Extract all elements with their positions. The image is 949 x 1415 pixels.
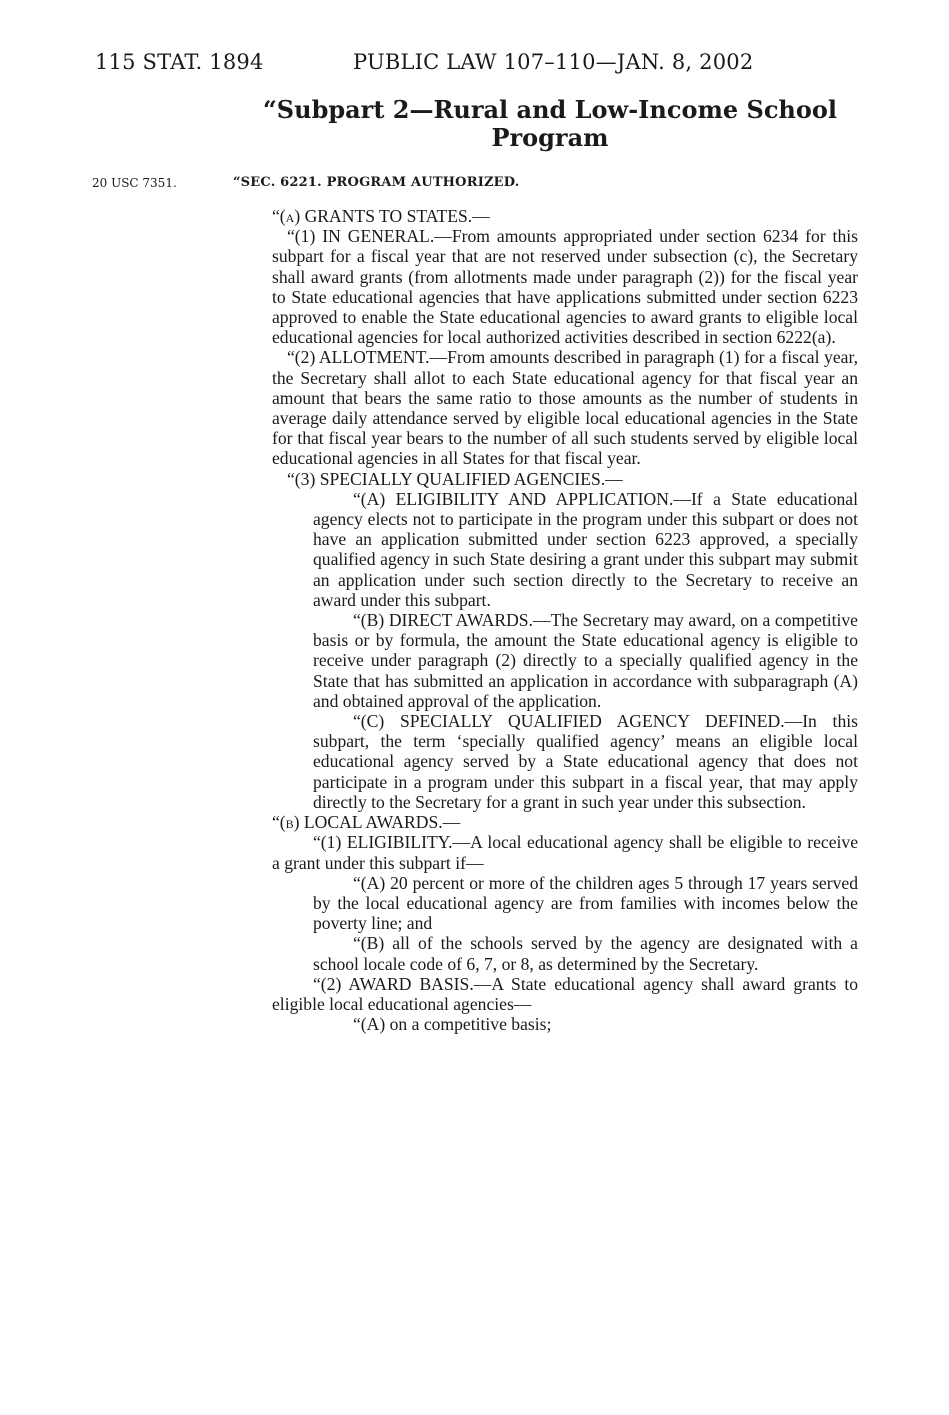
subsection-b-heading [272,812,858,832]
subpart-title [240,96,860,152]
paragraph-b1-head: “(1) ELIGIBILITY.— [313,832,471,853]
paragraph-b1 [272,832,858,872]
subparagraph-a3C-text: In this subpart, the term ‘specially qualified agency’ means an eligible local educational agency served by a State educational agency that does not participate in a program under this subpart in a fiscal year, that may apply directly to the Secretary for a grant in such year under this subsection. [313,711,858,812]
section-heading: “SEC. 6221. PROGRAM AUTHORIZED. [233,175,520,190]
paragraph-a2 [272,347,858,468]
subpart-title-line2: Program [491,123,609,152]
paragraph-a3-head: “(3) SPECIALLY QUALIFIED AGENCIES.— [287,468,623,489]
subparagraph-b2A-text: “(A) on a competitive basis; [353,1014,552,1035]
paragraph-b2 [272,974,858,1014]
paragraph-a3-heading [272,469,858,489]
paragraph-a2-text: From amounts described in paragraph (1) for a fiscal year, the Secretary shall allot to each State educational agency for that fiscal year an amount that bears the same ratio to those amounts as the number of students in average daily attendance served by eligible local educational agencies in the State for that fiscal year bears to the number of all such students served by eligible local educational agencies in all States for that fiscal year. [272,347,858,469]
statute-body [272,200,858,1034]
subparagraph-a3C-head: “(C) SPECIALLY QUALIFIED AGENCY DEFINED.— [353,711,803,732]
running-header-stat: 115 STAT. 1894 [95,50,264,74]
paragraph-b2-text: A State educational agency shall award grants to eligible local educational agencies— [272,973,859,1014]
subparagraph-a3A-head: “(A) ELIGIBILITY AND APPLICATION.— [353,488,691,509]
paragraph-a1-head: “(1) IN GENERAL.— [287,226,452,247]
subparagraph-a3C [272,711,858,812]
subsection-b-head: “(b) LOCAL AWARDS.— [272,812,461,833]
subparagraph-a3B-head: “(B) DIRECT AWARDS.— [353,610,551,631]
paragraph-a1-text: From amounts appropriated under section 6234 for this subpart for a fiscal year that are not reserved under subsection (c), the Secretary shall award grants (from allotments made under paragraph (2)) for the fiscal year to State educational agencies that have applications submitted under section 6223 approved to enable the State educational agencies to award grants to eligible local educational agencies for local authorized activities described in section 6222(a). [272,226,858,348]
paragraph-b2-head: “(2) AWARD BASIS.— [313,973,492,994]
subparagraph-a3B [272,610,858,711]
paragraph-a1 [272,226,858,347]
running-header-law: PUBLIC LAW 107–110—JAN. 8, 2002 [353,50,754,74]
subparagraph-b2A [272,1014,858,1034]
subsection-a-heading [272,206,858,226]
paragraph-a2-head: “(2) ALLOTMENT.— [287,347,448,368]
subparagraph-a3A [272,489,858,610]
subparagraph-b1A [272,873,858,934]
margin-note-usc: 20 USC 7351. [92,176,177,190]
subparagraph-b1B-text: “(B) all of the schools served by the agency are designated with a school locale code of 6, 7, or 8, as determined by the Secretary. [313,933,858,974]
subparagraph-b1B [272,933,858,973]
subparagraph-b1A-text: “(A) 20 percent or more of the children ages 5 through 17 years served by the local educational agency are from families with incomes below the poverty line; and [313,872,858,934]
subparagraph-a3A-text: If a State educational agency elects not to participate in the program under this subpart or does not have an application submitted under section 6223 approved, a specially qualified agency in such State desiring a grant under this subpart may submit an application under such section directly to the Secretary to receive an award under this subpart. [313,488,858,610]
subsection-a-head: “(a) GRANTS TO STATES.— [272,206,490,226]
paragraph-b1-text: A local educational agency shall be eligible to receive a grant under this subpart if— [272,832,858,873]
subpart-title-line1: “Subpart 2—Rural and Low-Income School [262,95,838,124]
subparagraph-a3B-text: The Secretary may award, on a competitive basis or by formula, the amount the State educational agency is eligible to receive under paragraph (2) directly to a specially qualified agency in the State that has submitted an application in accordance with subparagraph (A) and obtained approval of the application. [313,610,858,711]
